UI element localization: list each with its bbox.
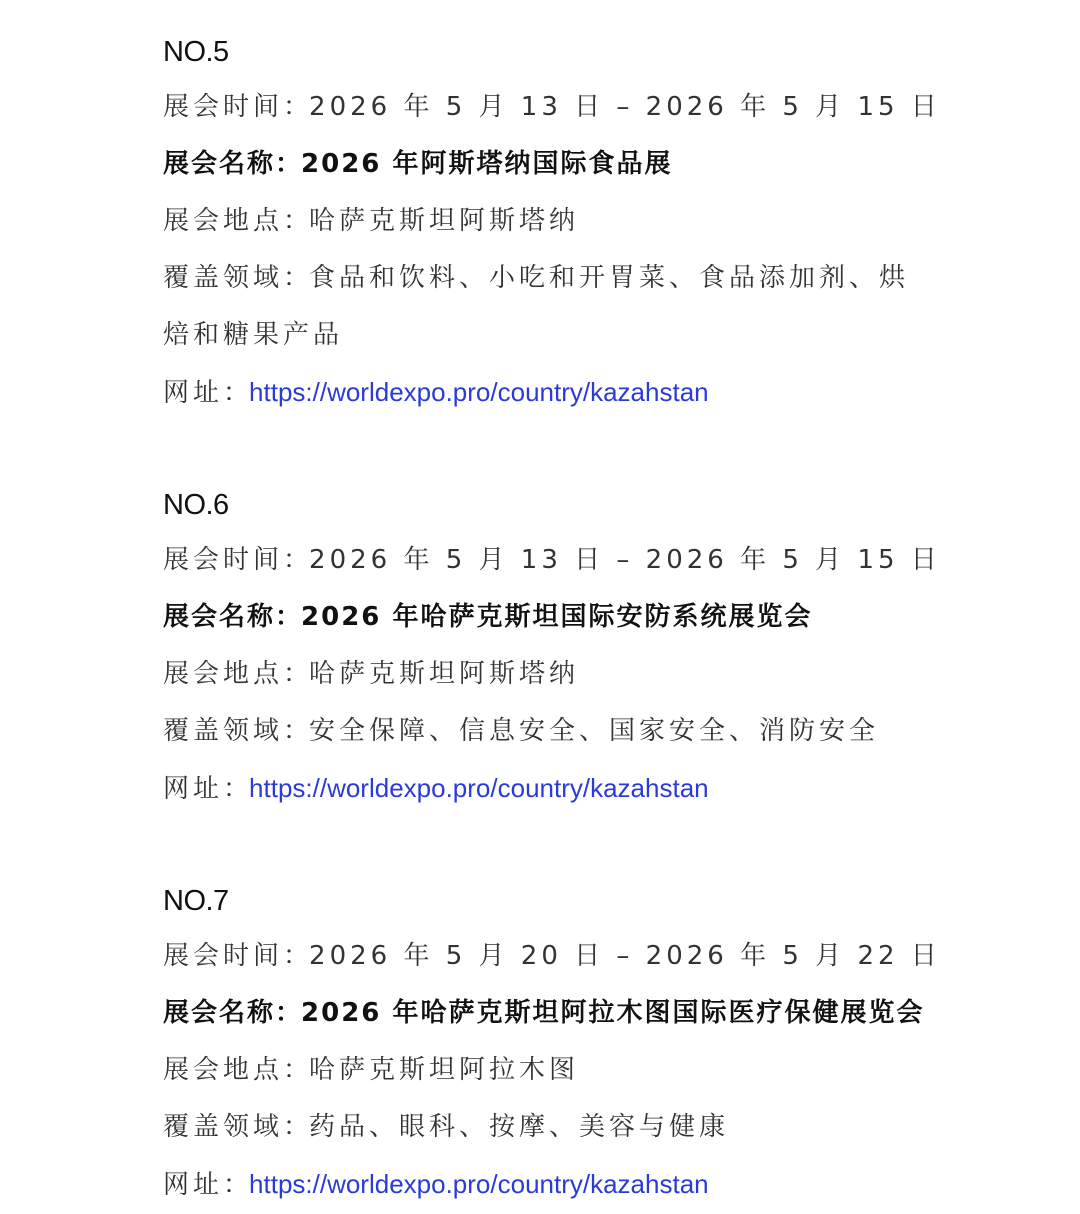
- colon: ：: [283, 206, 310, 236]
- exhibition-place-row: [163, 193, 1043, 250]
- website-label: 网址: [163, 774, 224, 804]
- name-value: 2026 年哈萨克斯坦阿拉木图国际医疗保健展览会: [301, 998, 925, 1028]
- colon: ：: [283, 1112, 310, 1142]
- name-label: 展会名称: [163, 998, 276, 1028]
- coverage-value: 安全保障、信息安全、国家安全、消防安全: [309, 716, 880, 746]
- time-label: 展会时间: [163, 545, 284, 575]
- colon: ：: [275, 149, 302, 179]
- time-value: 2026 年 5 月 13 日 – 2026 年 5 月 15 日: [309, 92, 941, 122]
- exhibition-entry-5: [163, 32, 1043, 421]
- time-value: 2026 年 5 月 20 日 – 2026 年 5 月 22 日: [309, 941, 941, 971]
- place-label: 展会地点: [163, 206, 284, 236]
- exhibition-place-row: [163, 1042, 1043, 1099]
- exhibition-time-row: [163, 532, 1043, 589]
- colon: ：: [275, 602, 302, 632]
- coverage-value: 药品、眼科、按摩、美容与健康: [309, 1112, 730, 1142]
- website-label: 网址: [163, 378, 224, 408]
- name-value: 2026 年阿斯塔纳国际食品展: [301, 149, 673, 179]
- coverage-label: 覆盖领域: [163, 716, 284, 746]
- exhibition-place-row: [163, 646, 1043, 703]
- colon: ：: [283, 659, 310, 689]
- coverage-label: 覆盖领域: [163, 263, 284, 293]
- website-label: 网址: [163, 1170, 224, 1200]
- colon: ：: [283, 263, 310, 293]
- exhibition-name-row: [163, 136, 1043, 193]
- exhibition-time-row: [163, 928, 1043, 985]
- place-value: 哈萨克斯坦阿斯塔纳: [309, 659, 580, 689]
- exhibition-coverage-row: [163, 1099, 1043, 1156]
- exhibition-entry-7: [163, 881, 1043, 1213]
- place-value: 哈萨克斯坦阿拉木图: [309, 1055, 580, 1085]
- exhibition-entry-6: [163, 485, 1043, 817]
- exhibition-name-row: [163, 589, 1043, 646]
- colon: ：: [275, 998, 302, 1028]
- place-value: 哈萨克斯坦阿斯塔纳: [309, 206, 580, 236]
- name-label: 展会名称: [163, 602, 276, 632]
- place-label: 展会地点: [163, 659, 284, 689]
- coverage-label: 覆盖领域: [163, 1112, 284, 1142]
- entry-number: NO.5: [163, 36, 229, 68]
- website-link[interactable]: https://worldexpo.pro/country/kazahstan: [249, 773, 709, 803]
- exhibition-coverage-row: [163, 250, 923, 364]
- colon: ：: [283, 545, 310, 575]
- time-label: 展会时间: [163, 941, 284, 971]
- colon: ：: [283, 716, 310, 746]
- place-label: 展会地点: [163, 1055, 284, 1085]
- entry-number: NO.6: [163, 489, 229, 521]
- exhibition-website-row: [163, 1156, 1043, 1213]
- colon: ：: [223, 1170, 250, 1200]
- exhibition-time-row: [163, 79, 1043, 136]
- website-link[interactable]: https://worldexpo.pro/country/kazahstan: [249, 1169, 709, 1199]
- exhibition-website-row: [163, 760, 1043, 817]
- colon: ：: [223, 774, 250, 804]
- name-label: 展会名称: [163, 149, 276, 179]
- colon: ：: [223, 378, 250, 408]
- entry-number: NO.7: [163, 885, 229, 917]
- colon: ：: [283, 1055, 310, 1085]
- colon: ：: [283, 92, 310, 122]
- name-value: 2026 年哈萨克斯坦国际安防系统展览会: [301, 602, 813, 632]
- exhibition-website-row: [163, 364, 1043, 421]
- exhibition-name-row: [163, 985, 1043, 1042]
- time-label: 展会时间: [163, 92, 284, 122]
- website-link[interactable]: https://worldexpo.pro/country/kazahstan: [249, 377, 709, 407]
- time-value: 2026 年 5 月 13 日 – 2026 年 5 月 15 日: [309, 545, 941, 575]
- coverage-value: 食品和饮料、小吃和开胃菜、食品添加剂、烘焙和糖果产品: [163, 263, 910, 350]
- colon: ：: [283, 941, 310, 971]
- exhibition-coverage-row: [163, 703, 1043, 760]
